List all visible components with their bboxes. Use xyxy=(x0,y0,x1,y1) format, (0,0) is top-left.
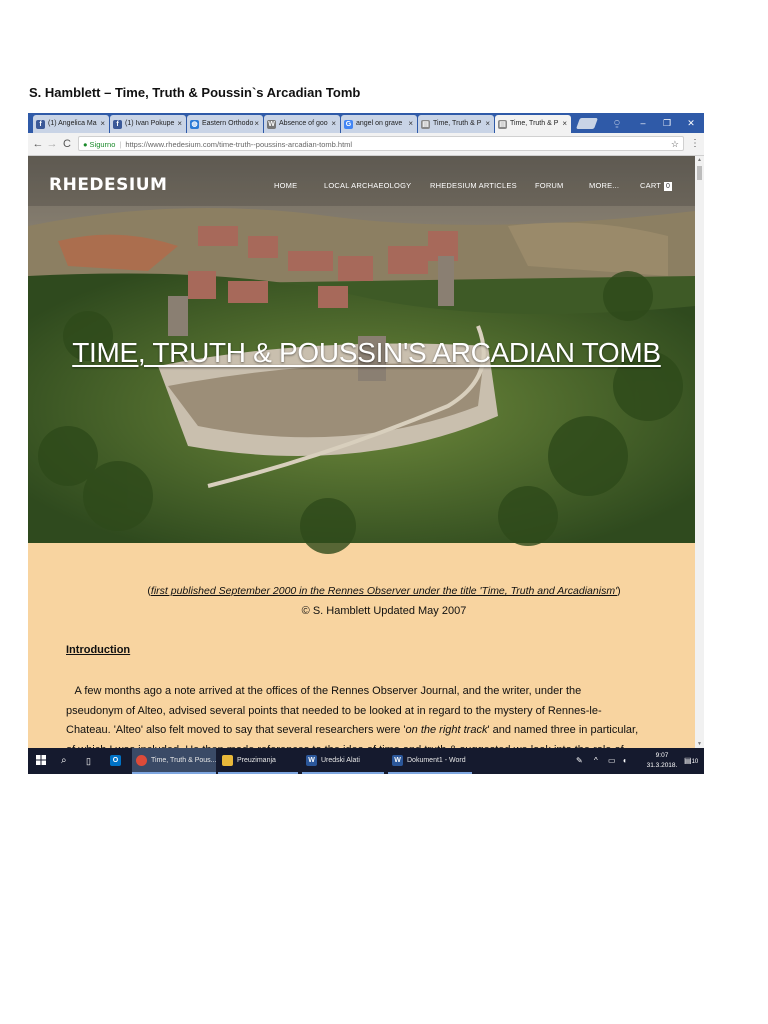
taskbar-app-label: Preuzimanja xyxy=(237,757,276,764)
clock-time: 9:07 xyxy=(655,752,669,759)
browser-tab[interactable] xyxy=(341,115,417,133)
tab-close-icon[interactable]: × xyxy=(331,119,336,128)
cart-count: 0 xyxy=(666,183,671,190)
page-icon: ▤ xyxy=(422,120,429,128)
tray-arrow-icon[interactable]: ^ xyxy=(594,756,598,765)
task-view-icon[interactable]: ▯ xyxy=(86,756,91,766)
publication-close-paren: ) xyxy=(617,585,621,597)
secure-label: Sigurno xyxy=(89,140,116,149)
tab-label: angel on grave xyxy=(356,120,403,127)
nav-cart[interactable] xyxy=(640,181,672,191)
tab-close-icon[interactable]: × xyxy=(485,119,490,128)
windows-taskbar xyxy=(28,748,704,774)
publication-open-paren: ( xyxy=(147,585,151,597)
minimize-icon[interactable]: ‒ xyxy=(640,118,646,128)
windows-start-icon[interactable] xyxy=(36,748,46,774)
tab-close-icon[interactable]: × xyxy=(177,119,182,128)
browser-tab[interactable] xyxy=(187,115,263,133)
lock-icon: ● xyxy=(83,140,88,149)
web-page xyxy=(28,156,695,748)
taskbar-app-office-tools[interactable] xyxy=(302,748,384,774)
tab-label: (1) Ivan Pokupe xyxy=(125,120,175,127)
taskbar-app-chrome[interactable] xyxy=(132,748,216,774)
back-icon[interactable]: ← xyxy=(32,138,44,150)
taskbar-app-label: Dokument1 - Word xyxy=(407,757,466,764)
tab-label: (1) Angelica Ma xyxy=(48,120,97,127)
taskbar-clock[interactable] xyxy=(644,751,680,771)
browser-tab[interactable] xyxy=(110,115,186,133)
paragraph-text: Chateau. 'Alteo' also felt moved to say that several researchers were ' xyxy=(66,724,406,736)
url-field[interactable] xyxy=(78,136,684,151)
reload-icon[interactable]: C xyxy=(63,138,71,150)
search-icon[interactable]: ⌕ xyxy=(61,755,67,766)
browser-tab[interactable] xyxy=(33,115,109,133)
tab-close-icon[interactable]: × xyxy=(562,119,567,128)
scroll-thumb[interactable] xyxy=(697,166,702,180)
battery-icon[interactable]: ▭ xyxy=(608,756,616,765)
folder-icon xyxy=(222,755,233,766)
address-bar xyxy=(28,133,704,156)
facebook-icon: f xyxy=(36,120,45,129)
clock-date: 31.3.2018. xyxy=(646,762,678,769)
volume-icon[interactable]: ◖ xyxy=(622,756,627,765)
tab-label: Time, Truth & P xyxy=(433,120,482,127)
tab-strip xyxy=(28,113,704,133)
taskbar-app-label: Time, Truth & Pous... xyxy=(151,757,217,764)
nav-more[interactable]: MORE... xyxy=(589,181,620,190)
hero-image xyxy=(28,156,695,543)
word-icon: W xyxy=(306,755,317,766)
tab-close-icon[interactable]: × xyxy=(254,119,259,128)
copyright-line: © S. Hamblett Updated May 2007 xyxy=(301,605,467,617)
taskbar-app-downloads[interactable] xyxy=(218,748,298,774)
taskbar-app-label: Uredski Alati xyxy=(321,757,360,764)
browser-tab[interactable] xyxy=(418,115,494,133)
maximize-icon[interactable]: ❐ xyxy=(662,118,672,128)
taskbar-app-word-document[interactable] xyxy=(388,748,472,774)
wikipedia-icon: W xyxy=(268,120,275,128)
site-logo[interactable]: RHEDESIUM xyxy=(49,175,168,195)
paragraph-text: ' and named three in particular, xyxy=(487,724,639,736)
forward-icon[interactable]: → xyxy=(46,138,58,150)
publication-note-text: first published September 2000 in the Rennes Observer under the title 'Time, Truth and Arcadianism' xyxy=(150,585,618,597)
browser-screenshot xyxy=(28,113,704,774)
outlook-icon[interactable]: O xyxy=(110,748,125,774)
page-title: TIME, TRUTH & POUSSIN'S ARCADIAN TOMB xyxy=(72,337,661,368)
facebook-icon: f xyxy=(113,120,122,129)
paragraph-line: A few months ago a note arrived at the offices of the Rennes Observer Journal, and the writer, under the xyxy=(66,685,582,697)
notification-count: 10 xyxy=(691,759,699,765)
user-profile-icon[interactable]: ⍜ xyxy=(614,118,620,128)
paragraph-line: pseudonym of Alteo, advised several points that needed to be looked at in regard to the mystery of Rennes-le- xyxy=(66,704,602,717)
tab-label: Eastern Orthodo xyxy=(202,120,254,127)
url-text: https://www.rhedesium.com/time-truth--poussins-arcadian-tomb.html xyxy=(125,140,353,149)
pen-icon[interactable]: ✎ xyxy=(576,756,583,765)
nav-forum[interactable]: FORUM xyxy=(535,181,564,190)
tab-close-icon[interactable]: × xyxy=(408,119,413,128)
page-icon: ▤ xyxy=(499,120,506,128)
new-tab-button[interactable] xyxy=(576,118,598,129)
nav-local-archaeology[interactable]: LOCAL ARCHAEOLOGY xyxy=(324,181,412,190)
tab-close-icon[interactable]: × xyxy=(100,119,105,128)
paragraph-emphasis: on the right track xyxy=(405,724,488,736)
publication-note xyxy=(66,585,702,597)
scroll-down-icon[interactable]: ▼ xyxy=(697,741,702,747)
google-icon: G xyxy=(345,120,352,128)
nav-rhedesium-articles[interactable]: RHEDESIUM ARTICLES xyxy=(430,181,517,190)
url-separator: | xyxy=(119,140,122,149)
paragraph-line xyxy=(66,721,666,741)
scroll-up-icon[interactable]: ▲ xyxy=(697,157,702,163)
chrome-icon xyxy=(136,755,147,766)
tab-label: Absence of goo xyxy=(279,120,328,127)
tab-label: Time, Truth & P xyxy=(510,120,559,127)
close-window-icon[interactable]: ✕ xyxy=(687,118,695,128)
word-icon: W xyxy=(392,755,403,766)
browser-tab[interactable] xyxy=(264,115,340,133)
globe-icon: ◍ xyxy=(191,120,198,128)
menu-icon[interactable]: ⋮ xyxy=(690,138,700,149)
browser-tab-active[interactable] xyxy=(495,115,571,133)
notification-icon[interactable]: ▤10 xyxy=(684,756,699,765)
cart-label: CART xyxy=(640,181,662,190)
bookmark-star-icon[interactable]: ☆ xyxy=(670,139,679,149)
nav-home[interactable]: HOME xyxy=(274,181,298,190)
document-title: S. Hamblett – Time, Truth & Poussin`s Arcadian Tomb xyxy=(29,85,361,100)
section-heading: Introduction xyxy=(66,644,131,656)
page-scrollbar[interactable] xyxy=(695,156,704,748)
